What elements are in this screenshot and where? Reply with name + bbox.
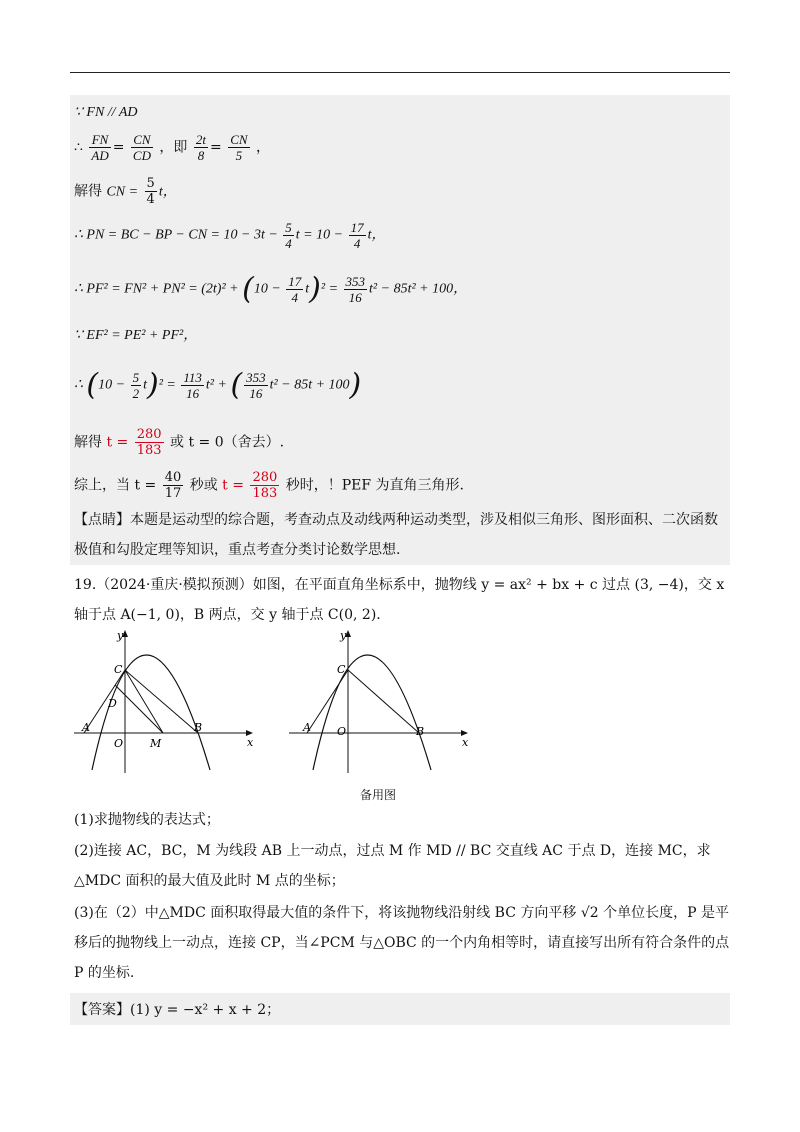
point-label-d: D (108, 697, 117, 710)
solution-line-5: ∴ PF² = FN² + PN² = (2t)² + (10 − $\frac{17}{4}$ t)² = $\frac{353}{16}$ t² − 85t² + 100， (74, 271, 468, 307)
problem-stem: 19.（2024·重庆·模拟预测）如图，在平面直角坐标系中，抛物线 y = ax² + bx + c 过点 (3, −4)，交 x 轴于点 A(−1, 0)，B 两点，交 y 轴于点 C(0, 2). (74, 577, 725, 623)
point-label-b: B (194, 721, 203, 734)
point-label-a: A (82, 721, 90, 734)
solution-line-3: 解得 CN = $\frac{5}{4}$ t， (74, 176, 177, 207)
axis-label-x-2: x (462, 736, 469, 749)
figure-caption: 备用图 (360, 788, 397, 802)
point-label-o-2: O (337, 725, 347, 738)
solution-line-2: ∴ $\frac{FN}{AD}$ = $\frac{CN}{CD}$ ，即 $\frac{2t}{8}$ = $\frac{CN}{5}$ ， (74, 132, 270, 163)
question-3: (3)在（2）中△MDC 面积取得最大值的条件下，将该抛物线沿射线 BC 方向平移 √2 个单位长度，P 是平移后的抛物线上一动点，连接 CP，当∠PCM 与△OBC 的一个内角相等时，请直接写出所有符合条件的点 P 的坐标. (74, 905, 730, 981)
axis-label-y-2: y (340, 629, 347, 642)
solution-line-7: ∴ (10 − $\frac{5}{2}$ t)² = $\frac{113}{16}$ t² + ( $\frac{353}{16}$ t² − 85t + 100) (74, 367, 362, 403)
axis-label-y: y (117, 629, 124, 642)
point-label-c: C (114, 663, 123, 676)
point-label-a-2: A (303, 721, 311, 734)
solution-line-8: 解得 t = $\frac{280}{183}$ 或 t = 0（舍去）. (74, 427, 285, 458)
solution-line-9: 综上，当 t = $\frac{40}{17}$ 秒或 t = $\frac{280}{183}$ 秒时，！PEF 为直角三角形. (74, 470, 464, 501)
solution-line-4: ∴ PN = BC − BP − CN = 10 − 3t − $\frac{5}{4}$ t = 10 − $\frac{17}{4}$ t， (74, 220, 386, 251)
answer-line: 【答案】(1) y = −x² + x + 2； (74, 1002, 281, 1018)
axis-label-x: x (247, 736, 254, 749)
point-label-c-2: C (337, 663, 346, 676)
figure-backup (285, 625, 475, 775)
point-label-o: O (114, 737, 124, 750)
solution-line-1: ∵ FN // AD (74, 105, 138, 120)
header-rule (70, 72, 730, 73)
figure-main (70, 625, 260, 775)
point-label-b-2: B (416, 725, 425, 738)
solution-comment: 【点睛】本题是运动型的综合题，考查动点及动线两种运动类型，涉及相似三角形、图形面积、二次函数极值和勾股定理等知识，重点考查分类讨论数学思想. (74, 512, 718, 558)
point-label-m: M (150, 737, 162, 750)
question-2: (2)连接 AC，BC，M 为线段 AB 上一动点，过点 M 作 MD // BC 交直线 AC 于点 D，连接 MC，求△MDC 面积的最大值及此时 M 点的坐标； (74, 843, 711, 889)
solution-line-6: ∵ EF² = PE² + PF²， (74, 328, 198, 343)
question-1: (1)求抛物线的表达式； (74, 812, 220, 828)
